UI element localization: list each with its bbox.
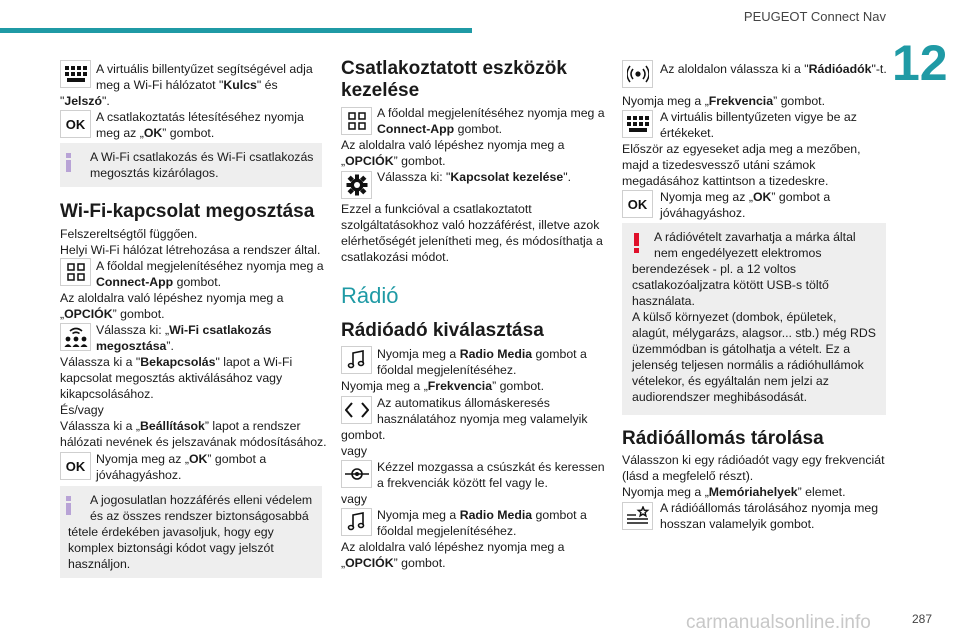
text-line: Válasszon ki egy rádióadót vagy egy frekvenciát — [622, 453, 885, 467]
text-line: kikapcsolásához. — [60, 387, 154, 401]
text-line: megadásához kattintson a tizedeskre. — [622, 174, 829, 188]
note-line: audiorendszer meghibásodását. — [632, 390, 808, 404]
text-line: Nyomja meg az „OK” gombot a — [660, 190, 831, 204]
text-line: Nyomja meg a Radio Media gombot a — [377, 347, 587, 361]
connect-app-icon — [60, 258, 91, 286]
text-line: hosszan valamelyik gombot. — [660, 517, 815, 531]
text-line: hálózati nevének és jelszavának módosításához. — [60, 435, 327, 449]
chapter-heading: Rádió — [341, 283, 399, 308]
note-line: alagút, mélygarázs, alagsor... stb.) még RDS — [632, 326, 876, 340]
text-line: Nyomja meg a „Frekvencia” gombot. — [622, 94, 826, 108]
text-line: főoldal megjelenítéséhez. — [377, 363, 517, 377]
chapter-number: 12 — [892, 35, 948, 91]
note-line: tétele érdekében javasoljuk, hogy egy — [68, 525, 274, 539]
text-line: Nyomja meg a „Memóriahelyek” elemet. — [622, 485, 846, 499]
text-line: Az aloldalon válassza ki a "Rádióadók"-t. — [660, 62, 887, 76]
note-line: és az összes rendszer biztonságosabbá — [90, 509, 309, 523]
memory-star-icon — [622, 502, 653, 530]
text-line: használatához nyomja meg valamelyik — [377, 412, 588, 426]
text-line: jóváhagyáshoz. — [660, 206, 746, 220]
text-line: Nyomja meg a „Frekvencia” gombot. — [341, 379, 545, 393]
header-accent-bar — [0, 28, 472, 33]
watermark: carmanualsonline.info — [686, 612, 871, 633]
text-line: csatlakozási módot. — [341, 250, 449, 264]
info-icon — [66, 496, 71, 516]
text-line: „OPCIÓK” gombot. — [60, 307, 165, 321]
text-line: Helyi Wi-Fi hálózat létrehozása a rendszer által. — [60, 243, 321, 257]
note-line: csatlakozóaljzatra kötött USB-s töltő — [632, 278, 829, 292]
note-line: használjon. — [68, 557, 131, 571]
section-heading: Rádióadó kiválasztása — [341, 320, 544, 341]
text-line: meg a Wi-Fi hálózatot "Kulcs" és — [96, 78, 278, 92]
text-line: szolgáltatásokhoz való hozzáférést, illetve azok — [341, 218, 600, 232]
chevron-left-right-icon — [341, 396, 372, 424]
text-line: (lásd a megfelelő részt). — [622, 469, 754, 483]
text-line: A virtuális billentyűzet segítségével adja — [96, 62, 313, 76]
text-line: És/vagy — [60, 403, 104, 417]
text-line: Connect-App gombot. — [96, 275, 222, 289]
text-line: Válassza ki a „Beállítások” lapot a rendszer — [60, 419, 301, 433]
radio-wave-icon — [622, 60, 653, 88]
text-line: A főoldal megjelenítéséhez nyomja meg a — [96, 259, 324, 273]
section-heading: Wi-Fi-kapcsolat megosztása — [60, 201, 315, 222]
ok-button-icon: OK — [622, 190, 653, 218]
ok-button-icon: OK — [60, 452, 91, 480]
note-line: A jogosulatlan hozzáférés elleni védelem — [90, 493, 313, 507]
section-heading: Csatlakoztatott eszközök — [341, 58, 567, 79]
slider-icon — [341, 460, 372, 488]
warning-icon — [634, 233, 639, 253]
note-line: berendezések - pl. a 12 voltos — [632, 262, 797, 276]
warning-note — [622, 223, 886, 415]
text-line: a frekvenciák között fel vagy le. — [377, 476, 548, 490]
header-title: PEUGEOT Connect Nav — [743, 9, 886, 24]
text-line: Válassza ki: "Kapcsolat kezelése". — [377, 170, 571, 184]
note-line: üzemmódban is gátolhatja a vételt. Ez a — [632, 342, 851, 356]
note-line: A külső környezet (dombok, épületek, — [632, 310, 837, 324]
note-line: komplex biztonsági kódot vagy jelszót — [68, 541, 274, 555]
text-line: A rádióállomás tárolásához nyomja meg — [660, 501, 879, 515]
text-line: Az aloldalra való lépéshez nyomja meg a — [341, 138, 565, 152]
text-line: kapcsolat megosztás aktiválásához vagy — [60, 371, 283, 385]
text-line: Az aloldalra való lépéshez nyomja meg a — [60, 291, 284, 305]
info-note — [60, 143, 322, 187]
section-heading: Rádióállomás tárolása — [622, 428, 824, 449]
keyboard-icon — [60, 60, 91, 88]
info-icon — [66, 153, 71, 173]
text-line: vagy — [341, 444, 367, 458]
text-line: megosztása”. — [96, 339, 174, 353]
note-line: megosztás kizárólagos. — [90, 166, 219, 180]
text-line: Nyomja meg az „OK” gombot a — [96, 452, 267, 466]
note-line: jelenség teljesen normális a rádióhullámok — [632, 358, 864, 372]
text-line: Az automatikus állomáskeresés — [377, 396, 550, 410]
text-line: Először az egyeseket adja meg a mezőben, — [622, 142, 861, 156]
text-line: főoldal megjelenítéséhez. — [377, 524, 517, 538]
text-line: vagy — [341, 492, 367, 506]
text-line: Ezzel a funkcióval a csatlakoztatott — [341, 202, 532, 216]
note-line: A rádióvételt zavarhatja a márka által — [654, 230, 856, 244]
info-note — [60, 486, 322, 578]
text-line: majd a tizedesvessző utáni számok — [622, 158, 816, 172]
text-line: „OPCIÓK” gombot. — [341, 556, 446, 570]
text-line: Connect-App gombot. — [377, 122, 503, 136]
note-line: vételekor, és egyáltalán nem jelzi az — [632, 374, 829, 388]
text-line: Az aloldalra való lépéshez nyomja meg a — [341, 540, 565, 554]
note-line: használata. — [632, 294, 695, 308]
text-line: "Jelszó". — [60, 94, 110, 108]
text-line: Válassza ki: „Wi-Fi csatlakozás — [96, 323, 272, 337]
section-heading: kezelése — [341, 80, 420, 101]
note-line: nem engedélyezett elektromos — [654, 246, 822, 260]
keyboard-icon — [622, 110, 653, 138]
text-line: „OPCIÓK” gombot. — [341, 154, 446, 168]
wifi-share-icon — [60, 323, 91, 351]
note-line: A Wi-Fi csatlakozás és Wi-Fi csatlakozás — [90, 150, 314, 164]
text-line: A főoldal megjelenítéséhez nyomja meg a — [377, 106, 605, 120]
ok-button-icon: OK — [60, 110, 91, 138]
text-line: Nyomja meg a Radio Media gombot a — [377, 508, 587, 522]
music-note-icon — [341, 346, 372, 374]
text-line: Válassza ki a "Bekapcsolás" lapot a Wi-Fi — [60, 355, 293, 369]
text-line: jóváhagyáshoz. — [96, 468, 182, 482]
connect-app-icon — [341, 107, 372, 135]
text-line: elérhetőségét jelenítheti meg, és módosíthatja a — [341, 234, 603, 248]
text-line: A csatlakoztatás létesítéséhez nyomja — [96, 110, 304, 124]
text-line: Felszereltségtől függően. — [60, 227, 198, 241]
text-line: gombot. — [341, 428, 386, 442]
gear-icon — [341, 171, 372, 199]
text-line: A virtuális billentyűzeten vigye be az — [660, 110, 857, 124]
page-number: 287 — [912, 612, 933, 626]
music-note-icon — [341, 508, 372, 536]
text-line: értékeket. — [660, 126, 714, 140]
text-line: Kézzel mozgassa a csúszkát és keressen — [377, 460, 605, 474]
text-line: meg az „OK” gombot. — [96, 126, 215, 140]
